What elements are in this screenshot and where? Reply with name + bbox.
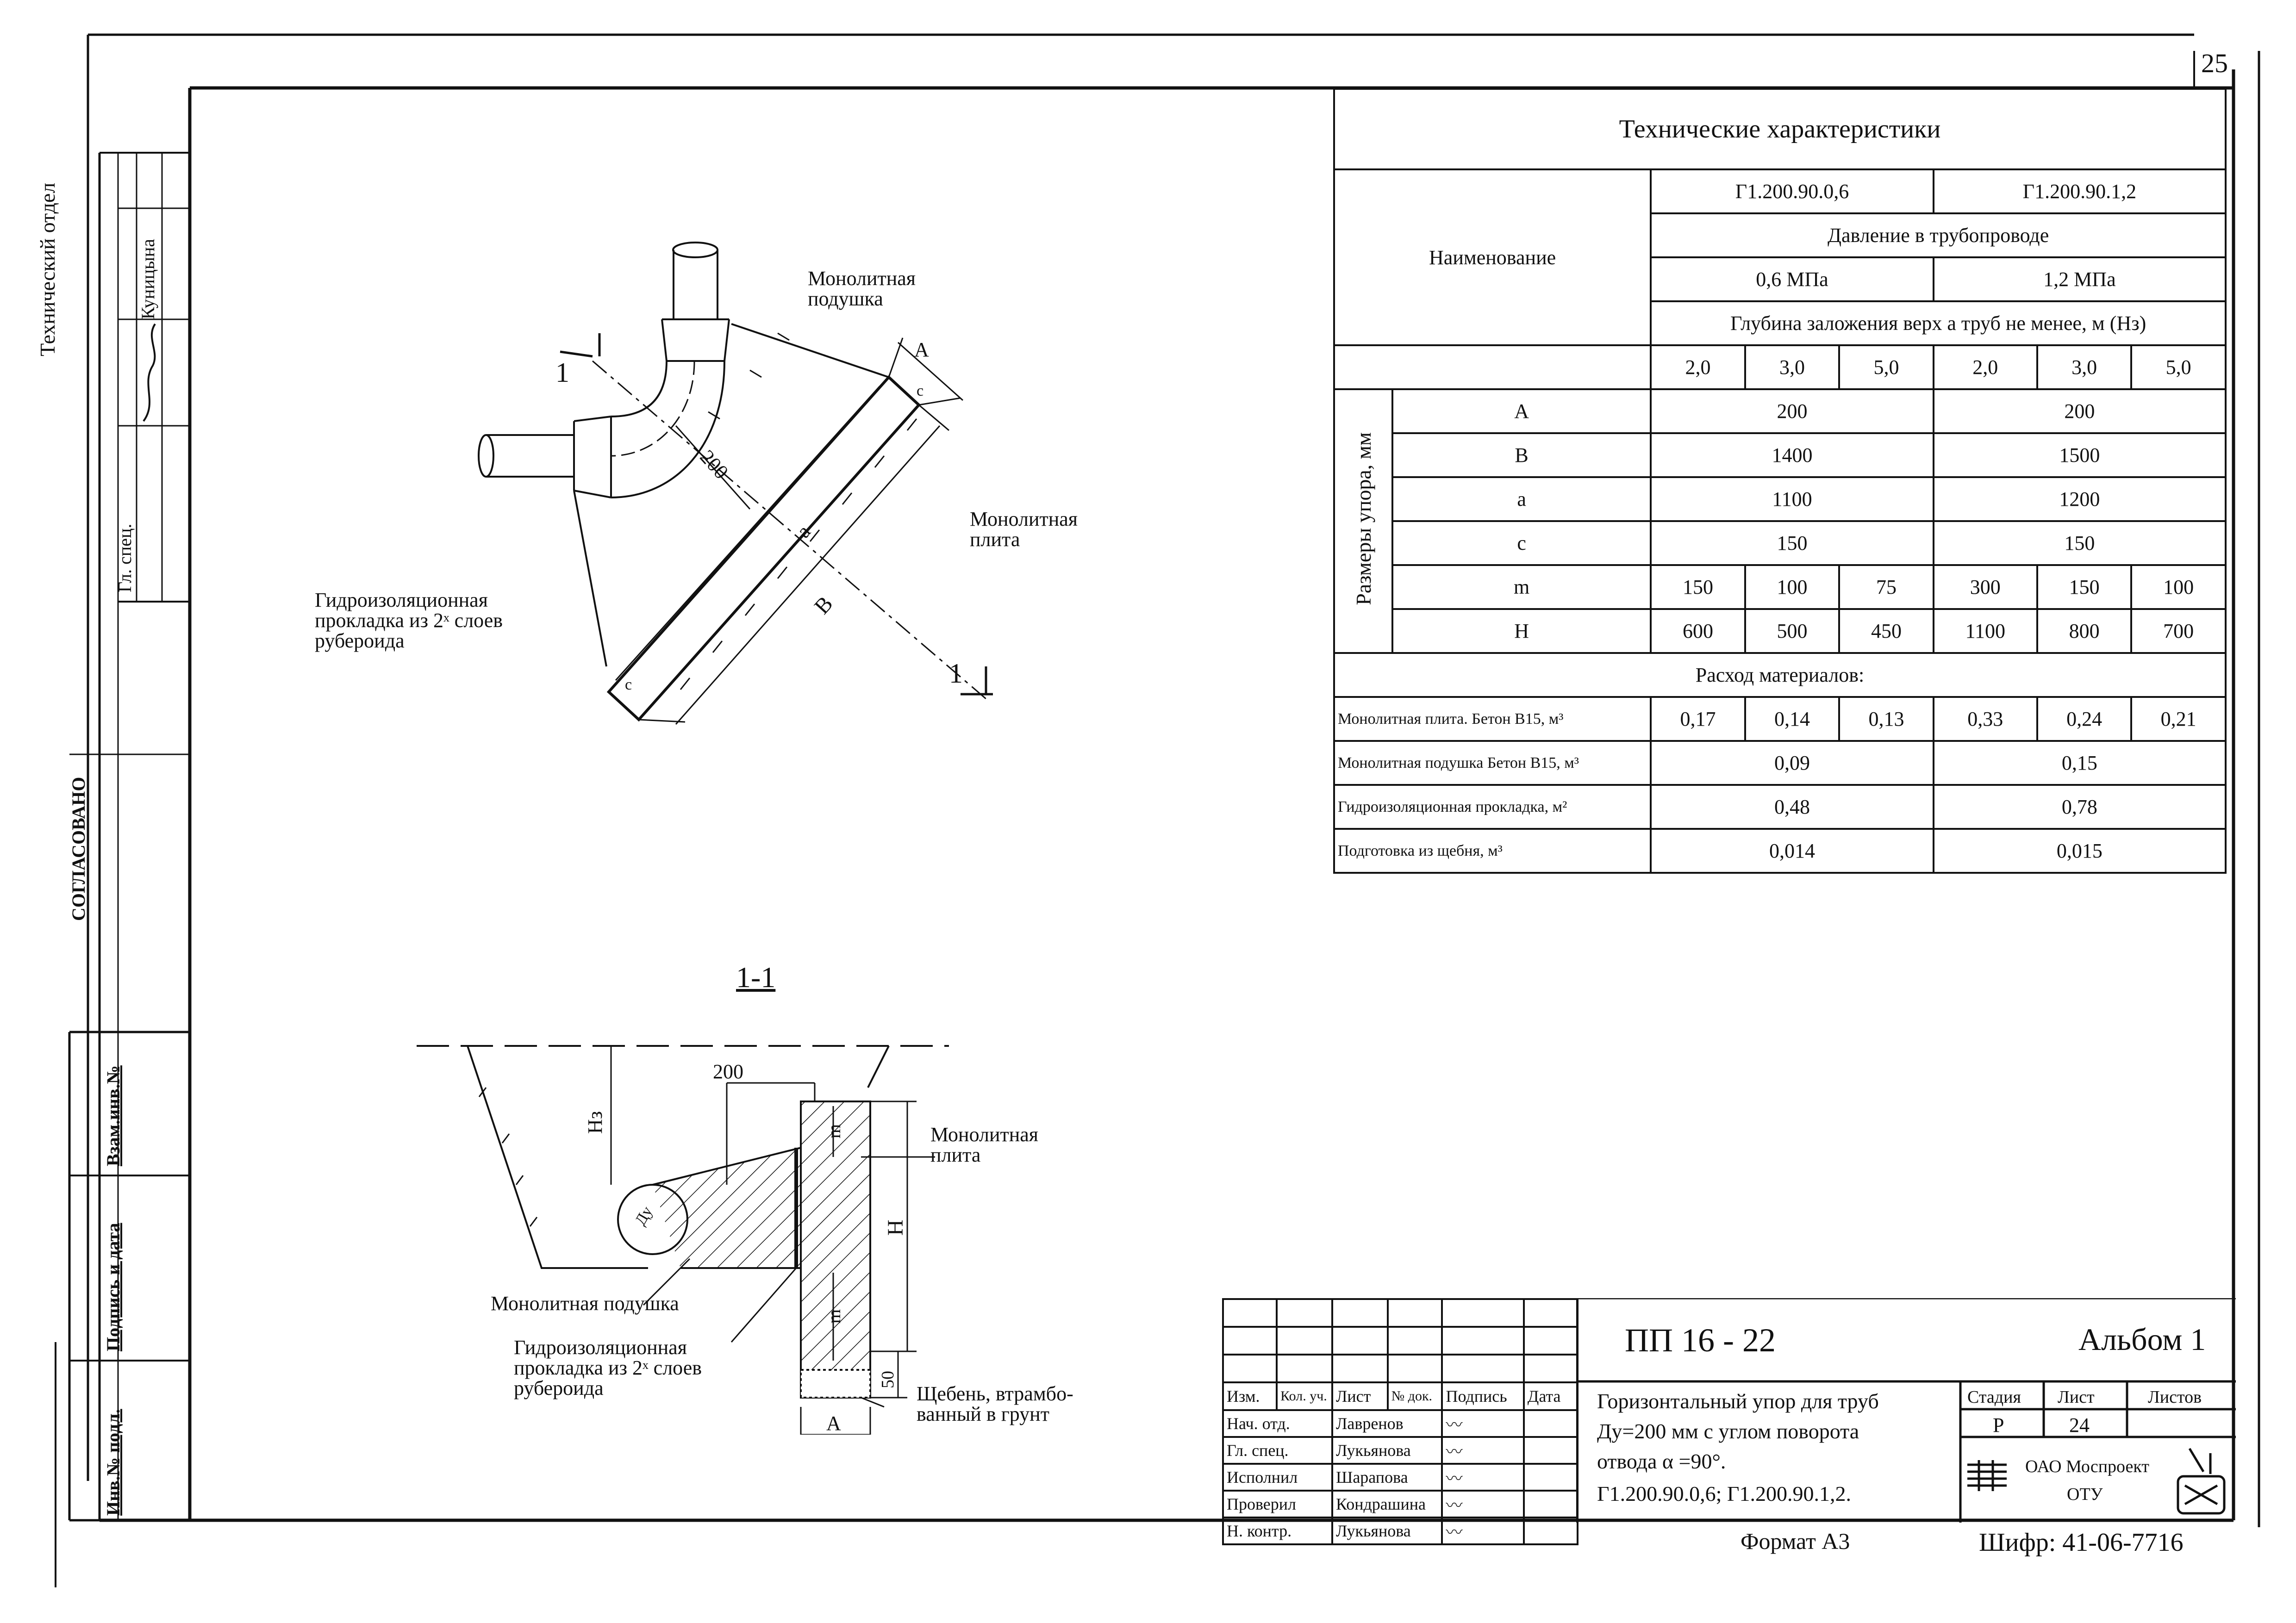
tb-description-4: Г1.200.90.0,6; Г1.200.90.1,2. [1597, 1482, 1851, 1505]
tb-person: Кондрашина [1332, 1491, 1442, 1517]
spec-row-label: с [1392, 521, 1651, 565]
spec-group-label: Размеры упора, мм [1334, 389, 1392, 653]
spec-title: Технические характеристики [1334, 89, 2226, 169]
spec-cell: 200 [1651, 389, 1934, 433]
spec-depth: 3,0 [1745, 345, 1840, 389]
spec-cell: 0,33 [1934, 697, 2037, 741]
spec-cell: 0,78 [1934, 785, 2226, 829]
section-waterproofing-label: Гидроизоляционная прокладка из 2ˣ слоев рубероида [514, 1336, 702, 1399]
spec-cell: 0,21 [2131, 697, 2226, 741]
spec-cell: 150 [2037, 565, 2132, 609]
tb-role: Н. контр. [1223, 1517, 1332, 1544]
tb-header: Подпись [1442, 1382, 1523, 1410]
spec-depth: 3,0 [2037, 345, 2132, 389]
strip-exchange: Взам.инв.№ [103, 1065, 124, 1166]
svg-text:m: m [824, 1309, 844, 1324]
spec-material-label: Гидроизоляционная прокладка, м² [1334, 785, 1651, 829]
spec-cell: 150 [1651, 565, 1745, 609]
tb-format: Формат А3 [1741, 1528, 1850, 1554]
svg-text:Ду: Ду [631, 1203, 656, 1228]
spec-cell: 75 [1839, 565, 1934, 609]
svg-text:a: a [792, 520, 815, 542]
spec-cell: 0,15 [1934, 741, 2226, 785]
section-gravel-label: Щебень, втрамбо- ванный в грунт [917, 1382, 1073, 1425]
tb-person: Шарапова [1332, 1464, 1442, 1491]
tb-header: Кол. уч. [1277, 1382, 1332, 1410]
tb-sheet-label: Лист [2058, 1387, 2095, 1407]
tb-description-2: Ду=200 мм с углом поворота [1597, 1419, 1859, 1443]
tb-code: ПП 16 - 22 [1625, 1322, 1776, 1359]
spec-cell: 450 [1839, 609, 1934, 653]
spec-materials-header: Расход материалов: [1334, 653, 2226, 697]
section-cushion-label: Монолитная подушка [491, 1292, 679, 1315]
spec-pressure-2: 1,2 МПа [1934, 257, 2226, 301]
svg-text:200: 200 [695, 445, 733, 484]
spec-cell: 0,14 [1745, 697, 1840, 741]
spec-type-2: Г1.200.90.1,2 [1934, 169, 2226, 213]
tb-role: Нач. отд. [1223, 1410, 1332, 1437]
svg-text:c: c [917, 382, 924, 399]
tb-header: Дата [1524, 1382, 1578, 1410]
spec-material-label: Монолитная подушка Бетон В15, м³ [1334, 741, 1651, 785]
tb-description-1: Горизонтальный упор для труб [1597, 1389, 1879, 1413]
spec-cell: 1400 [1651, 433, 1934, 477]
spec-pressure-header: Давление в трубопроводе [1651, 213, 2226, 257]
svg-text:1: 1 [555, 357, 569, 388]
tb-header: Изм. [1223, 1382, 1277, 1410]
spec-cell: 0,24 [2037, 697, 2132, 741]
tb-album: Альбом 1 [2078, 1322, 2206, 1357]
strip-sign-date: Подпись и дата [103, 1223, 124, 1351]
spec-cell: 1100 [1934, 609, 2037, 653]
spec-pressure-1: 0,6 МПа [1651, 257, 1934, 301]
spec-cell: 1200 [1934, 477, 2226, 521]
spec-empty-cell [1334, 345, 1651, 389]
spec-cell: 0,09 [1651, 741, 1934, 785]
spec-row-label: m [1392, 565, 1651, 609]
spec-material-label: Подготовка из щебня, м³ [1334, 829, 1651, 873]
svg-text:А: А [826, 1412, 841, 1435]
tb-org-line1: ОАО Моспроект [2025, 1457, 2149, 1476]
tb-stage-label: Стадия [1967, 1387, 2021, 1407]
spec-material-label: Монолитная плита. Бетон В15, м³ [1334, 697, 1651, 741]
sheet-number: 25 [2201, 48, 2228, 78]
spec-cell: 0,48 [1651, 785, 1934, 829]
svg-text:В: В [809, 591, 838, 619]
tb-signature: 〰 [1442, 1410, 1523, 1437]
tb-person: Лавренов [1332, 1410, 1442, 1437]
tb-sheet: 24 [2069, 1414, 2090, 1436]
spec-cell: 300 [1934, 565, 2037, 609]
spec-cell: 800 [2037, 609, 2132, 653]
spec-row-label: А [1392, 389, 1651, 433]
spec-cell: 0,17 [1651, 697, 1745, 741]
strip-inv-no: Инв.№ подл. [103, 1409, 124, 1516]
spec-cell: 200 [1934, 389, 2226, 433]
plan-slab-label: Монолитная плита [970, 508, 1078, 551]
tb-header: Лист [1332, 1382, 1388, 1410]
spec-cell: 0,014 [1651, 829, 1934, 873]
spec-cell: 150 [1651, 521, 1934, 565]
svg-text:50: 50 [878, 1371, 898, 1388]
spec-cell: 1100 [1651, 477, 1934, 521]
tb-header: № док. [1388, 1382, 1442, 1410]
spec-cell: 500 [1745, 609, 1840, 653]
spec-cell: 0,015 [1934, 829, 2226, 873]
tb-sheets-label: Листов [2148, 1387, 2202, 1407]
svg-text:m: m [824, 1124, 844, 1138]
spec-depth: 5,0 [1839, 345, 1934, 389]
tb-person: Лукьянова [1332, 1517, 1442, 1544]
strip-signature [139, 319, 162, 430]
spec-cell: 150 [1934, 521, 2226, 565]
tb-person: Лукьянова [1332, 1437, 1442, 1464]
svg-text:А: А [914, 338, 929, 361]
title-block-signatures [1222, 1298, 1578, 1545]
tb-signature: 〰 [1442, 1517, 1523, 1544]
spec-cell: 100 [1745, 565, 1840, 609]
tb-signature: 〰 [1442, 1464, 1523, 1491]
strip-department: Технический отдел [36, 182, 59, 356]
section-title: 1-1 [736, 961, 776, 994]
spec-cell: 100 [2131, 565, 2226, 609]
tb-signature: 〰 [1442, 1437, 1523, 1464]
tb-cipher: Шифр: 41-06-7716 [1979, 1528, 2184, 1557]
section-slab-label: Монолитная плита [930, 1123, 1039, 1166]
spec-cell: 0,13 [1839, 697, 1934, 741]
svg-text:Н: Н [883, 1219, 908, 1236]
strip-name: Куницына [137, 239, 158, 319]
plan-drawing [417, 222, 1157, 777]
spec-depth: 2,0 [1934, 345, 2037, 389]
strip-agreed: СОГЛАСОВАНО [68, 777, 89, 921]
svg-text:c: c [625, 676, 632, 693]
spec-row-label: Н [1392, 609, 1651, 653]
tb-signature: 〰 [1442, 1491, 1523, 1517]
spec-depth: 2,0 [1651, 345, 1745, 389]
spec-row-label: а [1392, 477, 1651, 521]
tb-role: Проверил [1223, 1491, 1332, 1517]
svg-text:Нз: Нз [584, 1111, 606, 1134]
tb-stage: Р [1993, 1414, 2004, 1436]
spec-row-label: В [1392, 433, 1651, 477]
strip-role: Гл. спец. [114, 523, 135, 592]
tb-role: Гл. спец. [1223, 1437, 1332, 1464]
svg-text:1: 1 [949, 658, 963, 689]
org-emblem-icon [2176, 1439, 2229, 1518]
plan-cushion-label: Монолитная подушка [808, 267, 916, 310]
tb-org-line2: ОТУ [2067, 1485, 2103, 1504]
spec-table [1333, 88, 2227, 874]
spec-type-1: Г1.200.90.0,6 [1651, 169, 1934, 213]
tb-role: Исполнил [1223, 1464, 1332, 1491]
plan-waterproofing-label: Гидроизоляционная прокладка из 2ˣ слоев рубероида [315, 589, 503, 652]
spec-cell: 1500 [1934, 433, 2226, 477]
tb-description-3: отвода α =90°. [1597, 1449, 1726, 1473]
svg-text:200: 200 [713, 1060, 743, 1083]
spec-name-header: Наименование [1334, 169, 1651, 345]
spec-cell: 600 [1651, 609, 1745, 653]
spec-cell: 700 [2131, 609, 2226, 653]
org-logo [1965, 1458, 2011, 1495]
spec-depth: 5,0 [2131, 345, 2226, 389]
spec-depth-header: Глубина заложения верх а труб не менее, м (Нз) [1651, 301, 2226, 345]
